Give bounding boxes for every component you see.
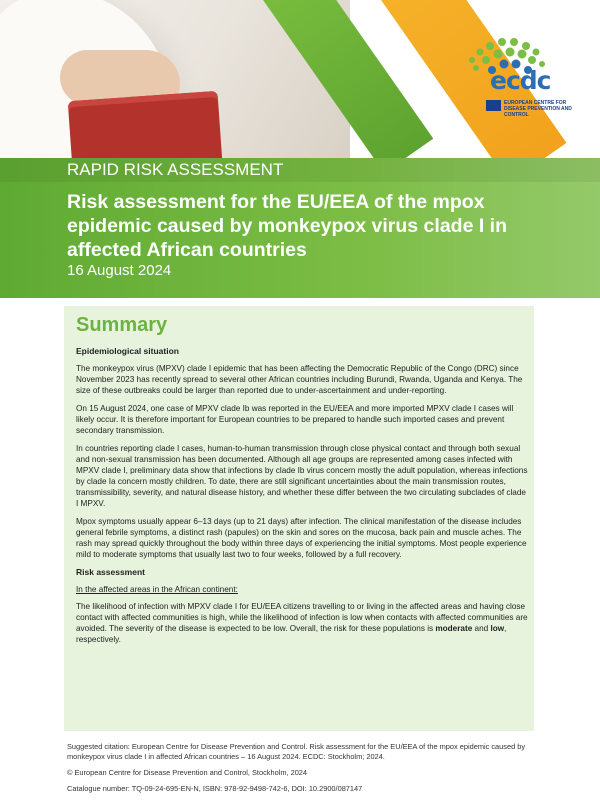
suggested-citation: Suggested citation: European Centre for Disease Prevention and Control. Risk assessment for the EU/EEA of the mpox epidemic caused by monkeypox virus clade I in affected African countries – 16 August 2024. ECDC: Stockholm; 2024.	[67, 742, 526, 761]
footer	[67, 742, 537, 800]
cover-hero	[0, 0, 600, 158]
copyright-line: © European Centre for Disease Prevention and Control, Stockholm, 2024	[67, 768, 308, 777]
title-banner	[0, 158, 600, 298]
eu-flag-icon	[486, 100, 501, 111]
document-type-label: RAPID RISK ASSESSMENT	[67, 160, 284, 179]
summary-paragraph-5	[76, 601, 528, 645]
summary-paragraph-4: Mpox symptoms usually appear 6–13 days (up to 21 days) after infection. The clinical manifestation of the disease includes general febrile symptoms, a distinct rash (papules) on the skin and sores on the mucosa, back pain and muscle aches. The rash may spread quickly throughout the body within three days of experiencing the initial symptoms. Most people experience mild to moderate symptoms that usually last two to four weeks, followed by a full recovery.	[76, 517, 527, 559]
ecdc-logo-subtitle: EUROPEAN CENTRE FOR DISEASE PREVENTION AND CONTROL	[504, 100, 572, 118]
document-title: Risk assessment for the EU/EEA of the mpox epidemic caused by monkeypox virus clade I in affected African countries	[67, 191, 507, 261]
risk-assessment-heading: Risk assessment	[76, 567, 145, 577]
epidemiological-situation-heading: Epidemiological situation	[76, 346, 179, 356]
red-folder-shape	[68, 91, 223, 158]
catalogue-line: Catalogue number: TQ-09-24-695-EN-N, ISBN: 978-92-9498-742-6, DOI: 10.2900/087147	[67, 784, 363, 793]
p5-text-start: The likelihood of infection with MPXV clade I for EU/EEA citizens travelling to or living in the affected areas and having close contact with affected communities is high, while the likelihood of infection is low when contacts with affected communities are avoided. The severity of the disease is expected to be low. Overall, the risk for these populations is	[76, 602, 528, 633]
summary-paragraph-1: The monkeypox virus (MPXV) clade I epidemic that has been affecting the Democratic Republic of the Congo (DRC) since November 2023 has recently spread to several other African countries including Burundi, Rwanda, Uganda and Kenya. The size of these outbreaks could be larger than reported due to under-ascertainment and under-reporting.	[76, 364, 523, 395]
risk-level-moderate: moderate	[435, 624, 473, 633]
p5-text-end: , respectively.	[76, 624, 507, 644]
affected-areas-subheading: In the affected areas in the African continent:	[76, 585, 238, 594]
summary-content	[76, 346, 528, 652]
summary-paragraph-2: On 15 August 2024, one case of MPXV clade Ib was reported in the EU/EEA and more imported MPXV clade I cases will likely occur. It is therefore important for European countries to be prepared to handle such imported cases and prevent secondary transmission.	[76, 404, 514, 435]
summary-paragraph-3: In countries reporting clade I cases, human-to-human transmission through close physical contact and through both sexual and non-sexual transmission has been documented. Although all age groups are represented among cases infected with MPXV clade I, preliminary data show that infections by clade Ib virus concern mostly the adult population, whereas infections by clade Ia concern mostly children. To date, there are still significant uncertainties about the main transmission routes, transmissibility, severity, and natural disease history, and whether these differ between the two circulating subclades of clade I MPXV.	[76, 444, 528, 508]
p5-text-and: and	[472, 624, 491, 633]
document-date: 16 August 2024	[67, 262, 172, 279]
summary-box	[64, 306, 534, 731]
ecdc-logo-text: ecdc	[490, 66, 551, 95]
summary-heading: Summary	[76, 314, 168, 336]
risk-level-low: low	[490, 624, 505, 633]
